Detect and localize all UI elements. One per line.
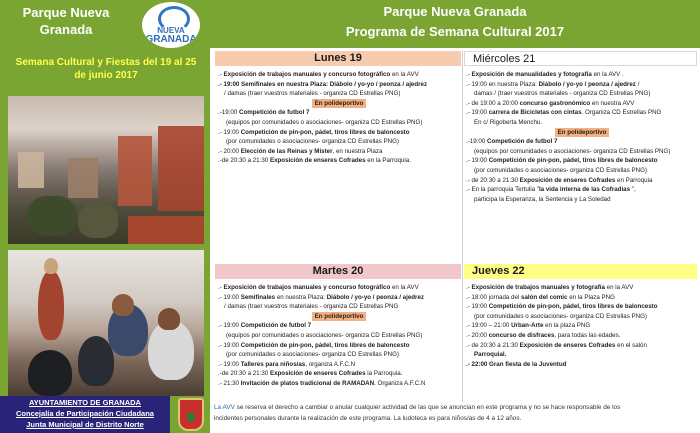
event-line: (equipos por comunidades o asociaciones- organiza CD Estrellas PNG)	[474, 147, 671, 155]
event-line: .- 19:00 – 21:00 Urban-Arte en la plaza PNG	[466, 322, 591, 330]
event-line: .- 18:00 jornada del salón del comic en la Plaza PNG	[466, 293, 615, 301]
event-line: / damas (traer vuestros materiales - organiza CD Estrellas PNG	[224, 303, 399, 311]
council-line2: Concejalía de Participación Ciudadana	[16, 409, 154, 418]
people-with-statue-photo	[8, 250, 204, 396]
event-line: .-19:00 Competición de futbol 7	[466, 138, 558, 146]
disclaimer-line2: incidentes personales durante la realización de este programa. La ludoteca es para niños/as de 4 a 12 años.	[214, 414, 522, 422]
council-line3: Junta Municipal de Distrito Norte	[26, 420, 144, 429]
event-line: .- de 20:30 a 21:30 Exposición de enseres Cofrades en el salón	[466, 341, 647, 349]
header-line2: Programa de Semana Cultural 2017	[345, 24, 565, 39]
event-line: .- de 20:30 a 21:30 Exposición de enseres Cofrades en Parroquia	[466, 176, 653, 184]
day-header-miercoles: Miércoles 21	[464, 51, 697, 66]
event-line: Parroquial.	[474, 351, 507, 359]
event-line: .- 19:00 Competición de futbol 7	[218, 322, 312, 330]
schedule-lunes	[218, 70, 460, 166]
polideportivo-tag: En polideportivo	[555, 128, 610, 138]
day-header-jueves: Jueves 22	[464, 264, 697, 279]
event-line: (por comunidades o asociaciones- organiza CD Estrellas PNG)	[226, 351, 399, 359]
subtitle-line1: Semana Cultural y Fiestas del 19 al 25	[15, 57, 197, 68]
event-line: .- 19:00 Semifinales en nuestra Plaza: Diábolo / yo-yo / peonza / ajedrez	[218, 293, 425, 301]
event-line: .- 21:30 Invitación de platos tradicional de RAMADAN. Organiza A.F.C.N	[218, 379, 426, 387]
event-line: .- 19:00 Competición de pin-pon, pádel, tiros libres de baloncesto	[218, 341, 410, 349]
event-line: .-de 20:30 a 21:30 Exposición de enseres Cofrades en la Parroquia.	[218, 157, 411, 165]
event-line: (por comunidades o asociaciones- organiza CD Estrellas PNG)	[474, 166, 647, 174]
city-council-text	[0, 397, 170, 430]
granada-crest-icon	[178, 398, 204, 431]
event-line: participa la Esperanza, la Sentencia y La Soledad	[474, 195, 611, 203]
header-line1: Parque Nueva Granada	[383, 4, 527, 19]
event-line: .- 19:00 Talleres para niños/as, organiza A.F.C.N	[218, 360, 356, 368]
schedule-miercoles	[466, 70, 698, 204]
event-line: (equipos por comunidades o asociaciones- organiza CD Estrellas PNG)	[226, 118, 423, 126]
event-line: .- 19:00 en nuestra Plaza: Diábolo / yo-yo / peonza / ajedrez /	[466, 80, 640, 88]
disclaimer-line1: La AVV se reserva el derecho a cambiar o anular cualquier actividad de las que se anuncian en este programa y no se hace responsable de los	[214, 404, 621, 411]
event-line: .- Exposición de trabajos manuales y concurso fotográfico en la AVV	[218, 284, 419, 291]
event-line: .- Exposición de trabajos manuales y fotografía en la AVV	[466, 284, 634, 291]
polideportivo-tag: En polideportivo	[312, 99, 367, 109]
event-line: / damas (traer vuestros materiales - organiza CD Estrellas PNG)	[224, 90, 401, 98]
pomegranate-icon	[187, 412, 195, 422]
park-title	[6, 4, 126, 38]
event-line: .-de 20:30 a 21:30 Exposición de enseres Cofrades la Parroquia.	[218, 370, 403, 378]
park-title-line2: Granada	[39, 22, 93, 37]
event-line: .- 22:00 Gran fiesta de la Juventud	[466, 360, 567, 368]
nueva-granada-logo	[142, 2, 200, 48]
event-line: damas / (traer vuestros materiales - organiza CD Estrellas PNG)	[474, 90, 651, 98]
event-line: .- de 19:00 a 20:00 concurso gastronómico en nuestra AVV	[466, 99, 635, 107]
day-header-lunes: Lunes 19	[215, 51, 461, 66]
polideportivo-tag: En polideportivo	[312, 312, 367, 322]
park-title-line1: Parque Nueva	[22, 5, 110, 20]
event-line: .- Exposición de manualidades y fotografía en la AVV .	[466, 71, 624, 78]
event-line: .- En la parroquia Tertulia "la vida interna de las Cofradías ",	[466, 186, 636, 194]
event-line: .- 19:00 Competición de pin-pon, pádel, tiros libres de baloncesto	[218, 128, 410, 136]
event-line: .- 20:00 Elección de las Reinas y Míster, en nuestra Plaza	[218, 147, 383, 155]
schedule-martes	[218, 283, 460, 389]
disclaimer	[214, 403, 698, 424]
event-line: .-19:00 Competición de futbol 7	[218, 109, 310, 117]
logo-word-2: GRANADA	[145, 34, 197, 45]
event-line: .- 20:00 concurso de disfraces, para todas las edades.	[466, 331, 621, 339]
logo-word-1: NUEVA	[157, 26, 185, 35]
event-line: .- 19:00 Competición de pin-pon, pádel, tiros libres de baloncesto	[466, 303, 658, 311]
schedule-jueves	[466, 283, 698, 369]
event-line: .- Exposición de trabajos manuales y concurso fotográfico en la AVV	[218, 71, 419, 78]
event-line: (por comunidades o asociaciones- organiza CD Estrellas PNG)	[474, 312, 647, 320]
subtitle-line2: de junio 2017	[74, 70, 138, 81]
event-line: .- 19:00 Semifinales en nuestra Plaza: Diábolo / yo-yo / peonza / ajedrez	[218, 80, 428, 88]
program-header	[210, 0, 700, 48]
column-divider	[462, 50, 463, 402]
event-line: .- 19:00 carrera de Bicicletas con cintas. Organiza CD Estrellas PNG	[466, 109, 662, 117]
festival-subtitle	[4, 56, 208, 82]
event-line: (equipos por comunidades o asociaciones- organiza CD Estrellas PNG)	[226, 331, 423, 339]
city-view-photo	[8, 96, 204, 244]
council-line1: AYUNTAMIENTO DE GRANADA	[29, 398, 141, 407]
day-header-martes: Martes 20	[215, 264, 461, 279]
event-line: (por comunidades o asociaciones- organiza CD Estrellas PNG)	[226, 138, 399, 146]
event-line: En c/ Rigoberta Menchu.	[474, 118, 543, 126]
event-line: .- 19:00 Competición de pin-pon, pádel, tiros libres de baloncesto	[466, 157, 658, 165]
